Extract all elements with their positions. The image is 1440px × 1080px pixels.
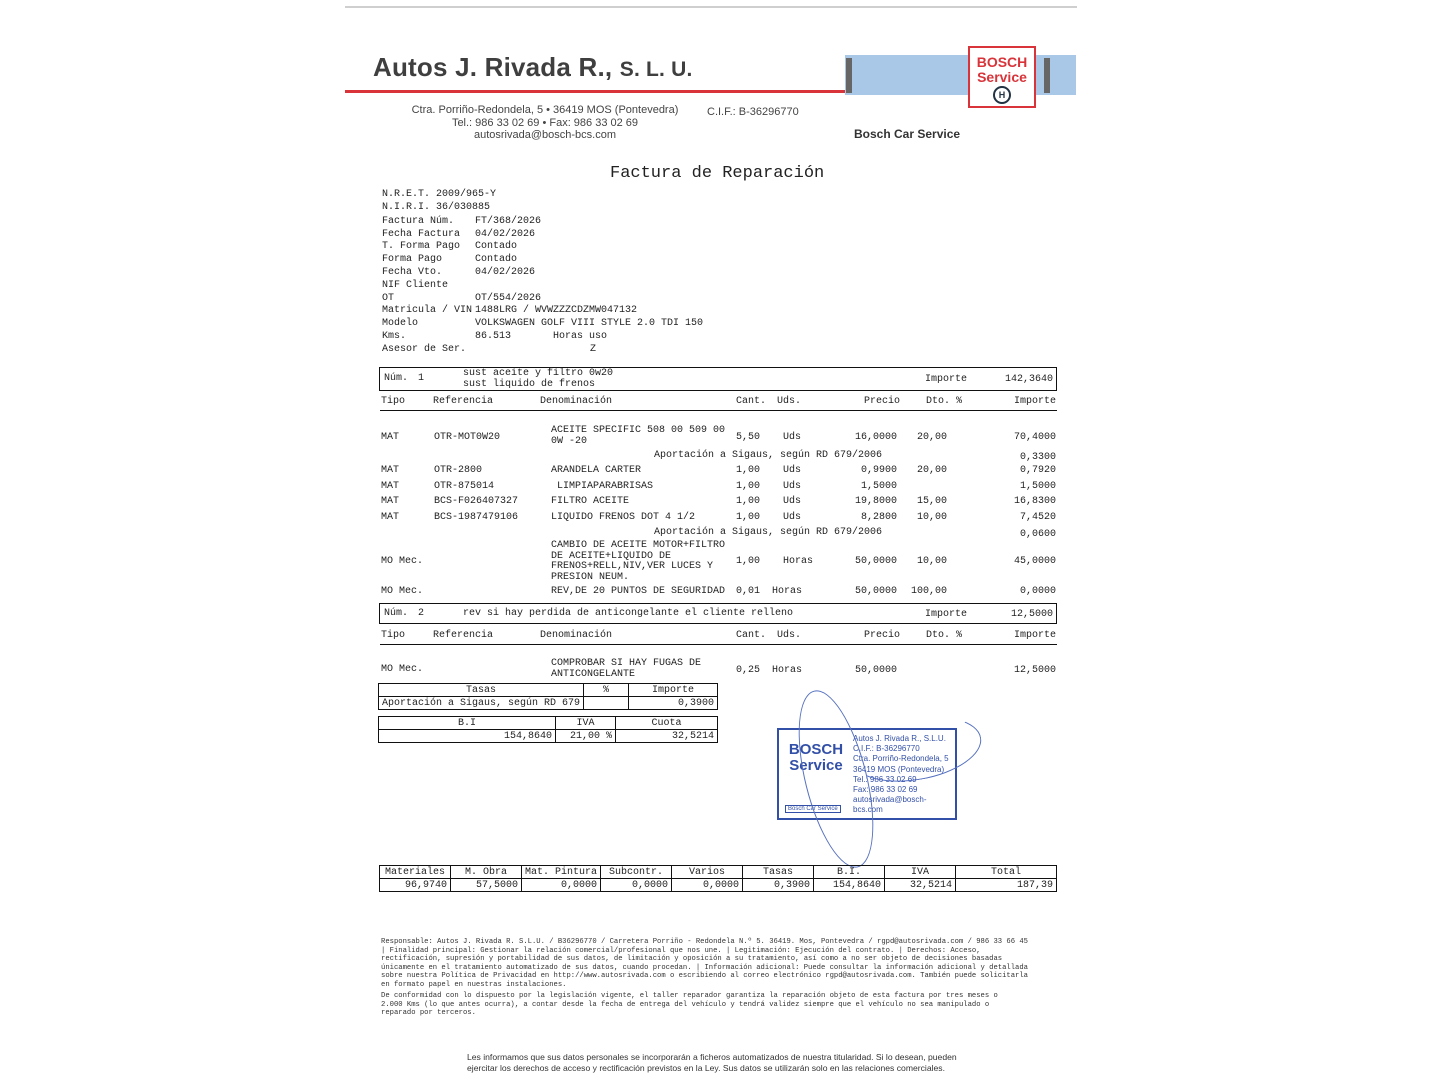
table-row: MO Mec. CAMBIO DE ACEITE MOTOR+FILTRO DE ACEITE+LIQUIDO DE FRENOS+RELL,NIV,VER LUCES Y PRESION NEUM. 1,00 Horas 50,0000 10,00 45,0000: [381, 540, 1056, 583]
tasas-table: [378, 683, 718, 710]
col-uds: Uds.: [777, 396, 802, 407]
tasas-desc: Aportación a Sigaus, según RD 679: [379, 697, 584, 710]
meta-row: Forma Pago Contado: [382, 254, 518, 266]
company-cif: C.I.F.: B-36296770: [707, 106, 799, 118]
col-dto: Dto. %: [926, 396, 963, 407]
job-num: 1: [418, 373, 425, 384]
iva-table: [378, 716, 718, 743]
table-row: MAT OTR-875014 LIMPIAPARABRISAS 1,00 Uds 1,5000 1,5000: [381, 481, 1056, 492]
job-num: 2: [418, 608, 425, 619]
meta-row: T. Forma Pago Contado: [382, 241, 518, 253]
tasas-pct: [584, 697, 629, 710]
company-address: Ctra. Porriño-Redondela, 5 • 36419 MOS (Pontevedra) Tel.: 986 33 02 69 • Fax: 986 33 02 69 autosrivada@bosch-bcs.com: [411, 104, 679, 141]
job-desc: sust liquido de frenos: [463, 379, 596, 390]
bi-value: 154,8640: [379, 730, 556, 743]
meta-row: Fecha Factura 04/02/2026: [382, 228, 536, 240]
meta-row: NIF Cliente: [382, 279, 449, 291]
col-precio: Precio: [864, 396, 901, 407]
table-row: MO Mec. REV,DE 20 PUNTOS DE SEGURIDAD 0,01 Horas 50,0000 100,00 0,0000: [381, 586, 1056, 597]
iva-header: IVA: [556, 717, 616, 730]
importe-header: Importe: [629, 684, 718, 697]
col-importe: Importe: [1013, 630, 1056, 641]
document-title: Factura de Reparación: [610, 164, 825, 183]
job-importe: 12,5000: [1010, 609, 1053, 620]
meta-row: Modelo VOLKSWAGEN GOLF VIII STYLE 2.0 TDI 150: [382, 318, 704, 330]
header-blue-band: [845, 55, 1076, 95]
meta-row: Kms. 86.513 Horas uso: [382, 330, 608, 342]
table-row: Aportación a Sigaus, según RD 679/2006 0,0600: [654, 527, 1056, 540]
table-row: MAT OTR-MOT0W20 ACEITE SPECIFIC 508 00 509 00 0W -20 5,50 Uds 16,0000 20,00 70,4000: [381, 425, 1056, 447]
header-red-rule: [345, 90, 845, 93]
job-importe-label: Importe: [925, 374, 968, 385]
job-header-1: [379, 367, 1057, 391]
col-referencia: Referencia: [433, 396, 494, 407]
job-importe: 142,3640: [1004, 374, 1053, 385]
header-rule: [380, 410, 1057, 411]
logo-text: Service: [977, 69, 1027, 85]
job-num-label: Núm.: [384, 373, 409, 384]
bosch-armature-icon: H: [993, 86, 1011, 104]
totals-value-row: 96,9740 57,5000 0,0000 0,0000 0,0000 0,3900 154,8640 32,5214 187,39: [380, 879, 1057, 892]
col-denominacion: Denominación: [540, 396, 613, 407]
job-importe-label: Importe: [925, 609, 968, 620]
table-row: MO Mec. COMPROBAR SI HAY FUGAS DE ANTICONGELANTE 0,25 Horas 50,0000 12,5000: [381, 658, 1056, 680]
logo-text: BOSCH: [976, 54, 1028, 70]
pct-header: %: [584, 684, 629, 697]
column-header-row: [380, 630, 1057, 644]
table-row: MAT BCS-F026407327 FILTRO ACEITE 1,00 Uds 19,8000 15,00 16,8300: [381, 496, 1056, 507]
top-rule: [345, 6, 1077, 8]
bi-header: B.I: [379, 717, 556, 730]
column-header-row: [380, 396, 1057, 410]
totals-header-row: Materiales M. Obra Mat. Pintura Subcontr. Varios Tasas B.I. IVA Total: [380, 866, 1057, 879]
brand-label: Bosch Car Service: [854, 127, 961, 141]
meta-row: Matricula / VIN 1488LRG / WVWZZZCDZMW047132: [382, 305, 638, 317]
col-uds: Uds.: [777, 630, 802, 641]
meta-row: N.R.E.T. 2009/965-Y: [382, 189, 497, 200]
table-row: MAT OTR-2800 ARANDELA CARTER 1,00 Uds 0,9900 20,00 0,7920: [381, 465, 1056, 476]
job-num-label: Núm.: [384, 608, 409, 619]
meta-row: Asesor de Ser. Z: [382, 343, 597, 355]
company-name: Autos J. Rivada R., S. L. U.: [373, 52, 693, 82]
meta-row: N.I.R.I. 36/030885: [382, 201, 491, 213]
col-cant: Cant.: [736, 396, 767, 407]
col-tipo: Tipo: [381, 396, 406, 407]
header-grey-bar: [846, 58, 852, 93]
privacy-footer: Les informamos que sus datos personales se incorporarán a ficheros automatizados de nuestra titularidad. Si lo desean, pueden ejercitar los derechos de acceso y rectificación previstos en la Ley. Sus datos se utilizarán solo en las relaciones comerciales.: [467, 1052, 957, 1073]
col-precio: Precio: [864, 630, 901, 641]
col-tipo: Tipo: [381, 630, 406, 641]
tasas-importe: 0,3900: [629, 697, 718, 710]
col-dto: Dto. %: [926, 630, 963, 641]
meta-row: OT OT/554/2026: [382, 292, 542, 304]
stamp-footer: Bosch Car Service: [785, 805, 841, 813]
job-desc: sust aceite y filtro 0w20: [463, 368, 614, 379]
meta-row: Factura Núm. FT/368/2026: [382, 215, 542, 227]
invoice-meta: [382, 189, 712, 357]
col-denominacion: Denominación: [540, 630, 613, 641]
stamp-logo: BOSCH Service: [788, 741, 844, 774]
header-rule: [380, 644, 1057, 645]
job-header-2: [379, 603, 1057, 624]
legal-text: Responsable: Autos J. Rivada R. S.L.U. / B36296770 / Carretera Porriño - Redondela N.º 5. 36419. Mos, Pontevedra / rgpd@autosrivada.com / 986 33 66 45 | Finalidad principal: Gestionar la relación comercial/profesional que nos une. | Legitimación: Ejecución del contrato. | Derechos: Acceso, rectificación, supresión y portabilidad de sus datos, de limitación y oposición a su tratamiento, así como a no ser objeto de decisiones basadas únicamente en el tratamiento automatizado de sus datos, cuando procedan. | Información adicional: Puede consultar la información adicional y detallada sobre nuestra Política de Privacidad en http://www.autosrivada.com o escribiendo al correo electrónico rgpd@autosrivada.com. También puede solicitarla en formato papel en nuestras instalaciones. De conformidad con lo dispuesto por la legislación vigente, el taller reparador garantiza la reparación objeto de esta factura por tres meses o 2.000 Kms (lo que antes ocurra), a contar desde la fecha de entrega del vehículo y tendrá validez siempre que el vehículo no sea manipulado o reparado por terceros.: [381, 938, 1028, 1017]
table-row: MAT BCS-1987479106 LIQUIDO FRENOS DOT 4 1/2 1,00 Uds 8,2800 10,00 7,4520: [381, 512, 1056, 523]
job-lines-1: [380, 424, 1057, 599]
meta-row: Fecha Vto. 04/02/2026: [382, 266, 536, 278]
bosch-service-logo: [968, 46, 1036, 108]
col-importe: Importe: [1013, 396, 1056, 407]
cuota-value: 32,5214: [616, 730, 718, 743]
job-desc: rev si hay perdida de anticongelante el cliente relleno: [463, 608, 794, 619]
table-row: Aportación a Sigaus, según RD 679/2006 0,3300: [654, 450, 1056, 463]
header-grey-bar: [1044, 58, 1050, 93]
tasas-header: Tasas: [379, 684, 584, 697]
stamp-text: Autos J. Rivada R., S.L.U. C.I.F.: B-36296770 Ctra. Porriño-Redondela, 5 36419 MOS (Pontevedra) Tel.: 986 33 02 69 Fax: 986 33 02 69 autosrivada@bosch-bcs.com: [853, 734, 949, 815]
iva-value: 21,00 %: [556, 730, 616, 743]
cuota-header: Cuota: [616, 717, 718, 730]
totals-table: [379, 865, 1057, 892]
col-cant: Cant.: [736, 630, 767, 641]
col-referencia: Referencia: [433, 630, 494, 641]
